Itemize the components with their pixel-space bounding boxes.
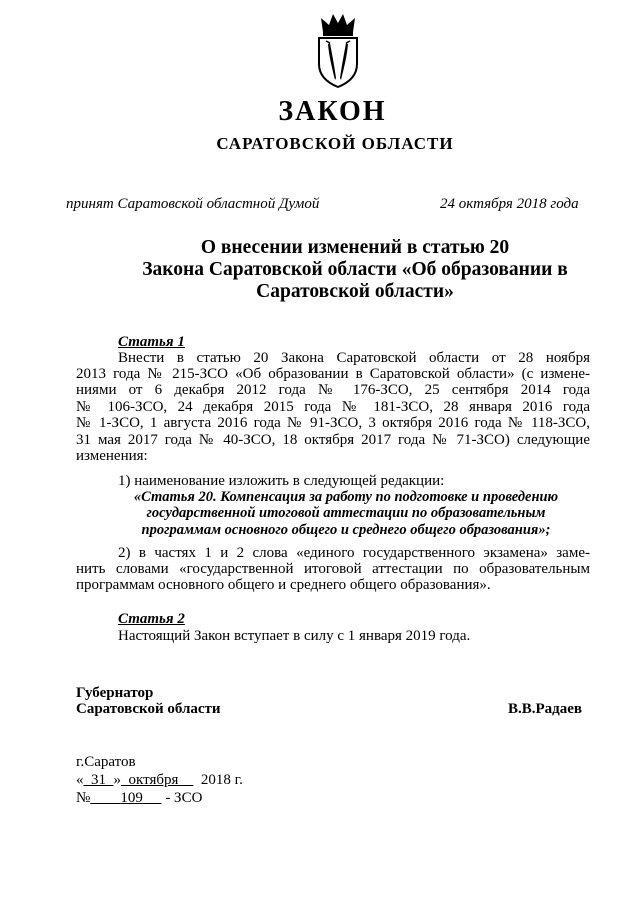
date-day xyxy=(84,772,114,788)
article-1-paragraph xyxy=(76,366,590,464)
new-name-line: государственной итоговой аттестации по образовательным xyxy=(146,505,546,522)
saratov-coat-of-arms-icon xyxy=(315,10,361,88)
article-1-line: изменения: xyxy=(76,448,148,465)
article-2-line: Настоящий Закон вступает в силу с 1 января 2019 года. xyxy=(118,628,471,644)
law-title-line: Закона Саратовской области «Об образовании в xyxy=(142,259,568,280)
article-20-new-name xyxy=(102,489,590,538)
date-open-quote: « xyxy=(76,772,84,788)
date-month xyxy=(121,772,193,788)
item-2-line: программам основного общего и среднего общего образования». xyxy=(76,577,491,594)
item-1-text: 1) наименование изложить в следующей редакции: xyxy=(118,473,445,489)
article-1-line: Внести в статью 20 Закона Саратовской области от 28 ноября xyxy=(118,350,590,366)
law-number xyxy=(76,790,202,807)
document-type-title: ЗАКОН xyxy=(278,96,387,127)
article-1-line: 31 мая 2017 года № 40-ЗСО, 18 октября 2017 года № 71-ЗСО) следующие xyxy=(76,431,590,448)
item-2-line: 2) в частях 1 и 2 слова «единого государственного экзамена» заме- xyxy=(118,545,590,561)
number-sign: № xyxy=(76,790,91,806)
date-day-value: 31 xyxy=(91,772,106,788)
number-value: 109 xyxy=(120,790,143,806)
date-close-quote: » xyxy=(113,772,121,788)
article-1-item-2-first xyxy=(118,545,590,561)
article-1-line: 2013 года № 215-ЗСО «Об образовании в Саратовской области» (с измене- xyxy=(76,366,590,382)
new-name-line: «Статья 20. Компенсация за работу по подготовке и проведению xyxy=(133,489,559,505)
new-name-line: программам основного общего и среднего общего образования»; xyxy=(141,521,551,538)
law-title-line: О внесении изменений в статью 20 xyxy=(200,237,510,258)
law-title-line: Саратовской области» xyxy=(256,281,454,302)
date-month-value: октября xyxy=(128,772,179,788)
item-2-line: нить словами «государственной итоговой аттестации по образовательным xyxy=(76,561,590,577)
signing-date xyxy=(76,772,243,789)
law-title xyxy=(60,237,640,303)
article-1-line: № 1-ЗСО, 1 августа 2016 года № 91-ЗСО, 3 октября 2016 года № 118-ЗСО, xyxy=(76,415,590,432)
article-1-line: № 106-ЗСО, 24 декабря 2015 года № 181-ЗСО, 28 января 2016 года xyxy=(76,398,590,415)
signatory-name: В.В.Радаев xyxy=(508,701,583,717)
adoption-date: 24 октября 2018 года xyxy=(440,196,579,212)
article-1-first-line xyxy=(118,350,590,366)
city: г.Саратов xyxy=(76,754,136,770)
article-1-heading: Статья 1 xyxy=(118,334,185,350)
region-subtitle: САРАТОВСКОЙ ОБЛАСТИ xyxy=(216,134,454,153)
signatory-position-line-1: Губернатор xyxy=(76,685,154,701)
number-suffix: - ЗСО xyxy=(165,790,203,806)
article-1-item-2 xyxy=(76,561,590,594)
article-2-heading: Статья 2 xyxy=(118,611,185,627)
article-2-text xyxy=(118,628,590,644)
signatory-position-line-2: Саратовской области xyxy=(76,701,221,717)
date-year: 2018 г. xyxy=(200,772,243,788)
article-1-line: ниями от 6 декабря 2012 года № 176-ЗСО, 25 сентября 2014 года xyxy=(76,382,590,399)
number-field xyxy=(90,790,161,806)
adopted-by: принят Саратовской областной Думой xyxy=(66,196,320,212)
article-1-item-1 xyxy=(118,473,590,489)
